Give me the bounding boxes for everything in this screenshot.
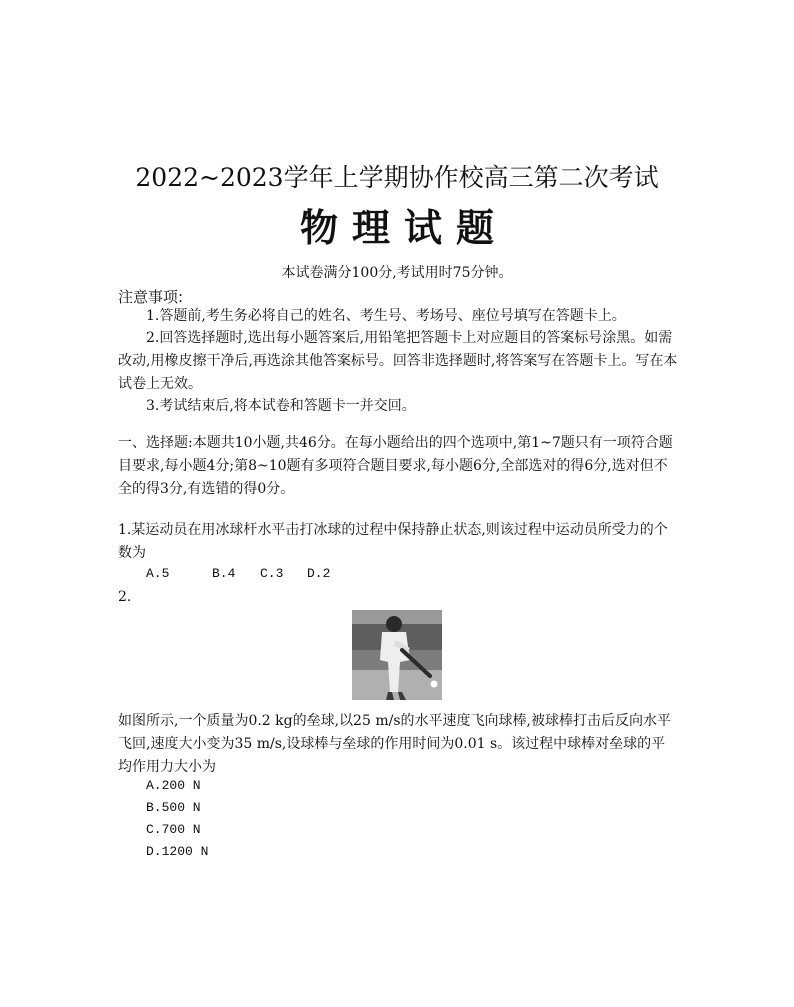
q2-stem: 如图所示,一个质量为0.2 kg的垒球,以25 m/s的水平速度飞向球棒,被球棒打击后反向水平飞回,速度大小变为35 m/s,设球棒与垒球的作用时间为0.01 s。该过程中球棒对垒球的平均作用力大小为 [118,713,671,775]
notice-item-2: 2.回答选择题时,选出每小题答案后,用铅笔把答题卡上对应题目的答案标号涂黑。如需改动,用橡皮擦干净后,再选涂其他答案标号。回答非选择题时,将答案写在答题卡上。写在本试卷上无效。 [118,330,678,392]
exam-title: 2022~2023学年上学期协作校高三第二次考试 [135,163,659,192]
q2-option-a: A.200 N [146,778,201,793]
q1-option-a: A.5 [146,566,170,581]
q1-option-b: B.4 [212,566,236,581]
q2-option-c: C.700 N [146,822,201,837]
notice-item-3: 3.考试结束后,将本试卷和答题卡一并交回。 [146,398,416,414]
q1-option-d: D.2 [307,566,331,581]
q2-option-b: B.500 N [146,800,201,815]
exam-meta: 本试卷满分100分,考试用时75分钟。 [281,265,513,281]
q1-stem: 1.某运动员在用冰球杆水平击打冰球的过程中保持静止状态,则该过程中运动员所受力的个数为 [118,522,668,561]
q2-option-d: D.1200 N [146,844,209,859]
section1-intro: 一、选择题:本题共10小题,共46分。在每小题给出的四个选项中,第1~7题只有一项符合题目要求,每小题4分;第8~10题有多项符合题目要求,每小题6分,全部选对的得6分,选对但不全的得3分,有选错的得0分。 [118,435,673,497]
batter-illustration [352,610,442,700]
subject-title: 物理试题 [299,205,508,250]
notice-heading: 注意事项: [118,288,184,306]
q1-option-c: C.3 [260,566,284,581]
q2-number: 2. [118,589,132,605]
batter-photo [352,610,442,700]
notice-item-1: 1.答题前,考生务必将自己的姓名、考生号、考场号、座位号填写在答题卡上。 [146,308,626,324]
